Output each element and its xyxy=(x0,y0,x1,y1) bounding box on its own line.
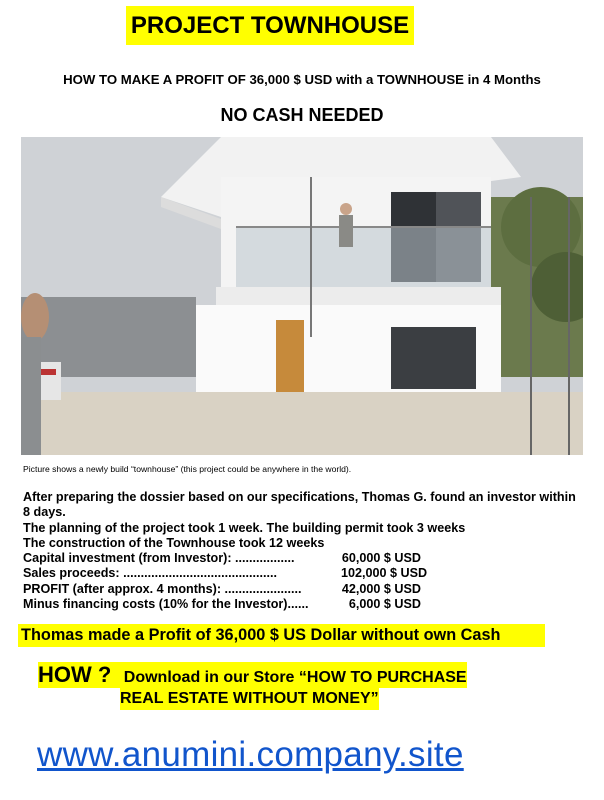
profit-summary: Thomas made a Profit of 36,000 $ US Dollar without own Cash xyxy=(18,624,545,647)
download-text: Download in our Store “HOW TO PURCHASE xyxy=(123,669,467,686)
page-title: PROJECT TOWNHOUSE xyxy=(126,6,414,45)
row-amount: 6,000 $ USD xyxy=(348,597,421,612)
row-label: Sales proceeds: ............................................ xyxy=(23,566,278,581)
subtitle: HOW TO MAKE A PROFIT OF 36,000 $ USD with a TOWNHOUSE in 4 Months xyxy=(63,72,541,87)
planning-paragraph: The planning of the project took 1 week. The building permit took 3 weeks xyxy=(23,520,466,535)
row-amount: 102,000 $ USD xyxy=(341,566,428,581)
photo-caption: Picture shows a newly build “townhouse” (this project could be anywhere in the world). xyxy=(23,464,352,474)
project-details xyxy=(23,490,583,612)
no-cash-heading: NO CASH NEEDED xyxy=(220,105,384,125)
investor-paragraph: After preparing the dossier based on our specifications, Thomas G. found an investor within 8 days. xyxy=(23,490,576,520)
how-callout xyxy=(38,662,568,710)
website-link[interactable]: www.anumini.company.site xyxy=(37,735,464,774)
capital-row xyxy=(23,551,583,566)
financing-row xyxy=(23,597,583,612)
sales-row xyxy=(23,566,583,581)
row-label: PROFIT (after approx. 4 months): ...................... xyxy=(23,581,302,596)
row-amount: 42,000 $ USD xyxy=(341,581,421,596)
townhouse-photo xyxy=(21,137,583,455)
row-amount: 60,000 $ USD xyxy=(341,551,421,566)
how-word: HOW ? xyxy=(38,662,112,687)
townhouse-photo-illustration xyxy=(21,137,583,455)
profit-row xyxy=(23,582,583,597)
how-line-2: REAL ESTATE WITHOUT MONEY” xyxy=(120,688,379,710)
row-label: Capital investment (from Investor): ................. xyxy=(23,551,295,566)
how-line-1 xyxy=(38,662,467,688)
row-label: Minus financing costs (10% for the Investor)...... xyxy=(23,597,309,612)
construction-paragraph: The construction of the Townhouse took 12 weeks xyxy=(23,535,325,550)
